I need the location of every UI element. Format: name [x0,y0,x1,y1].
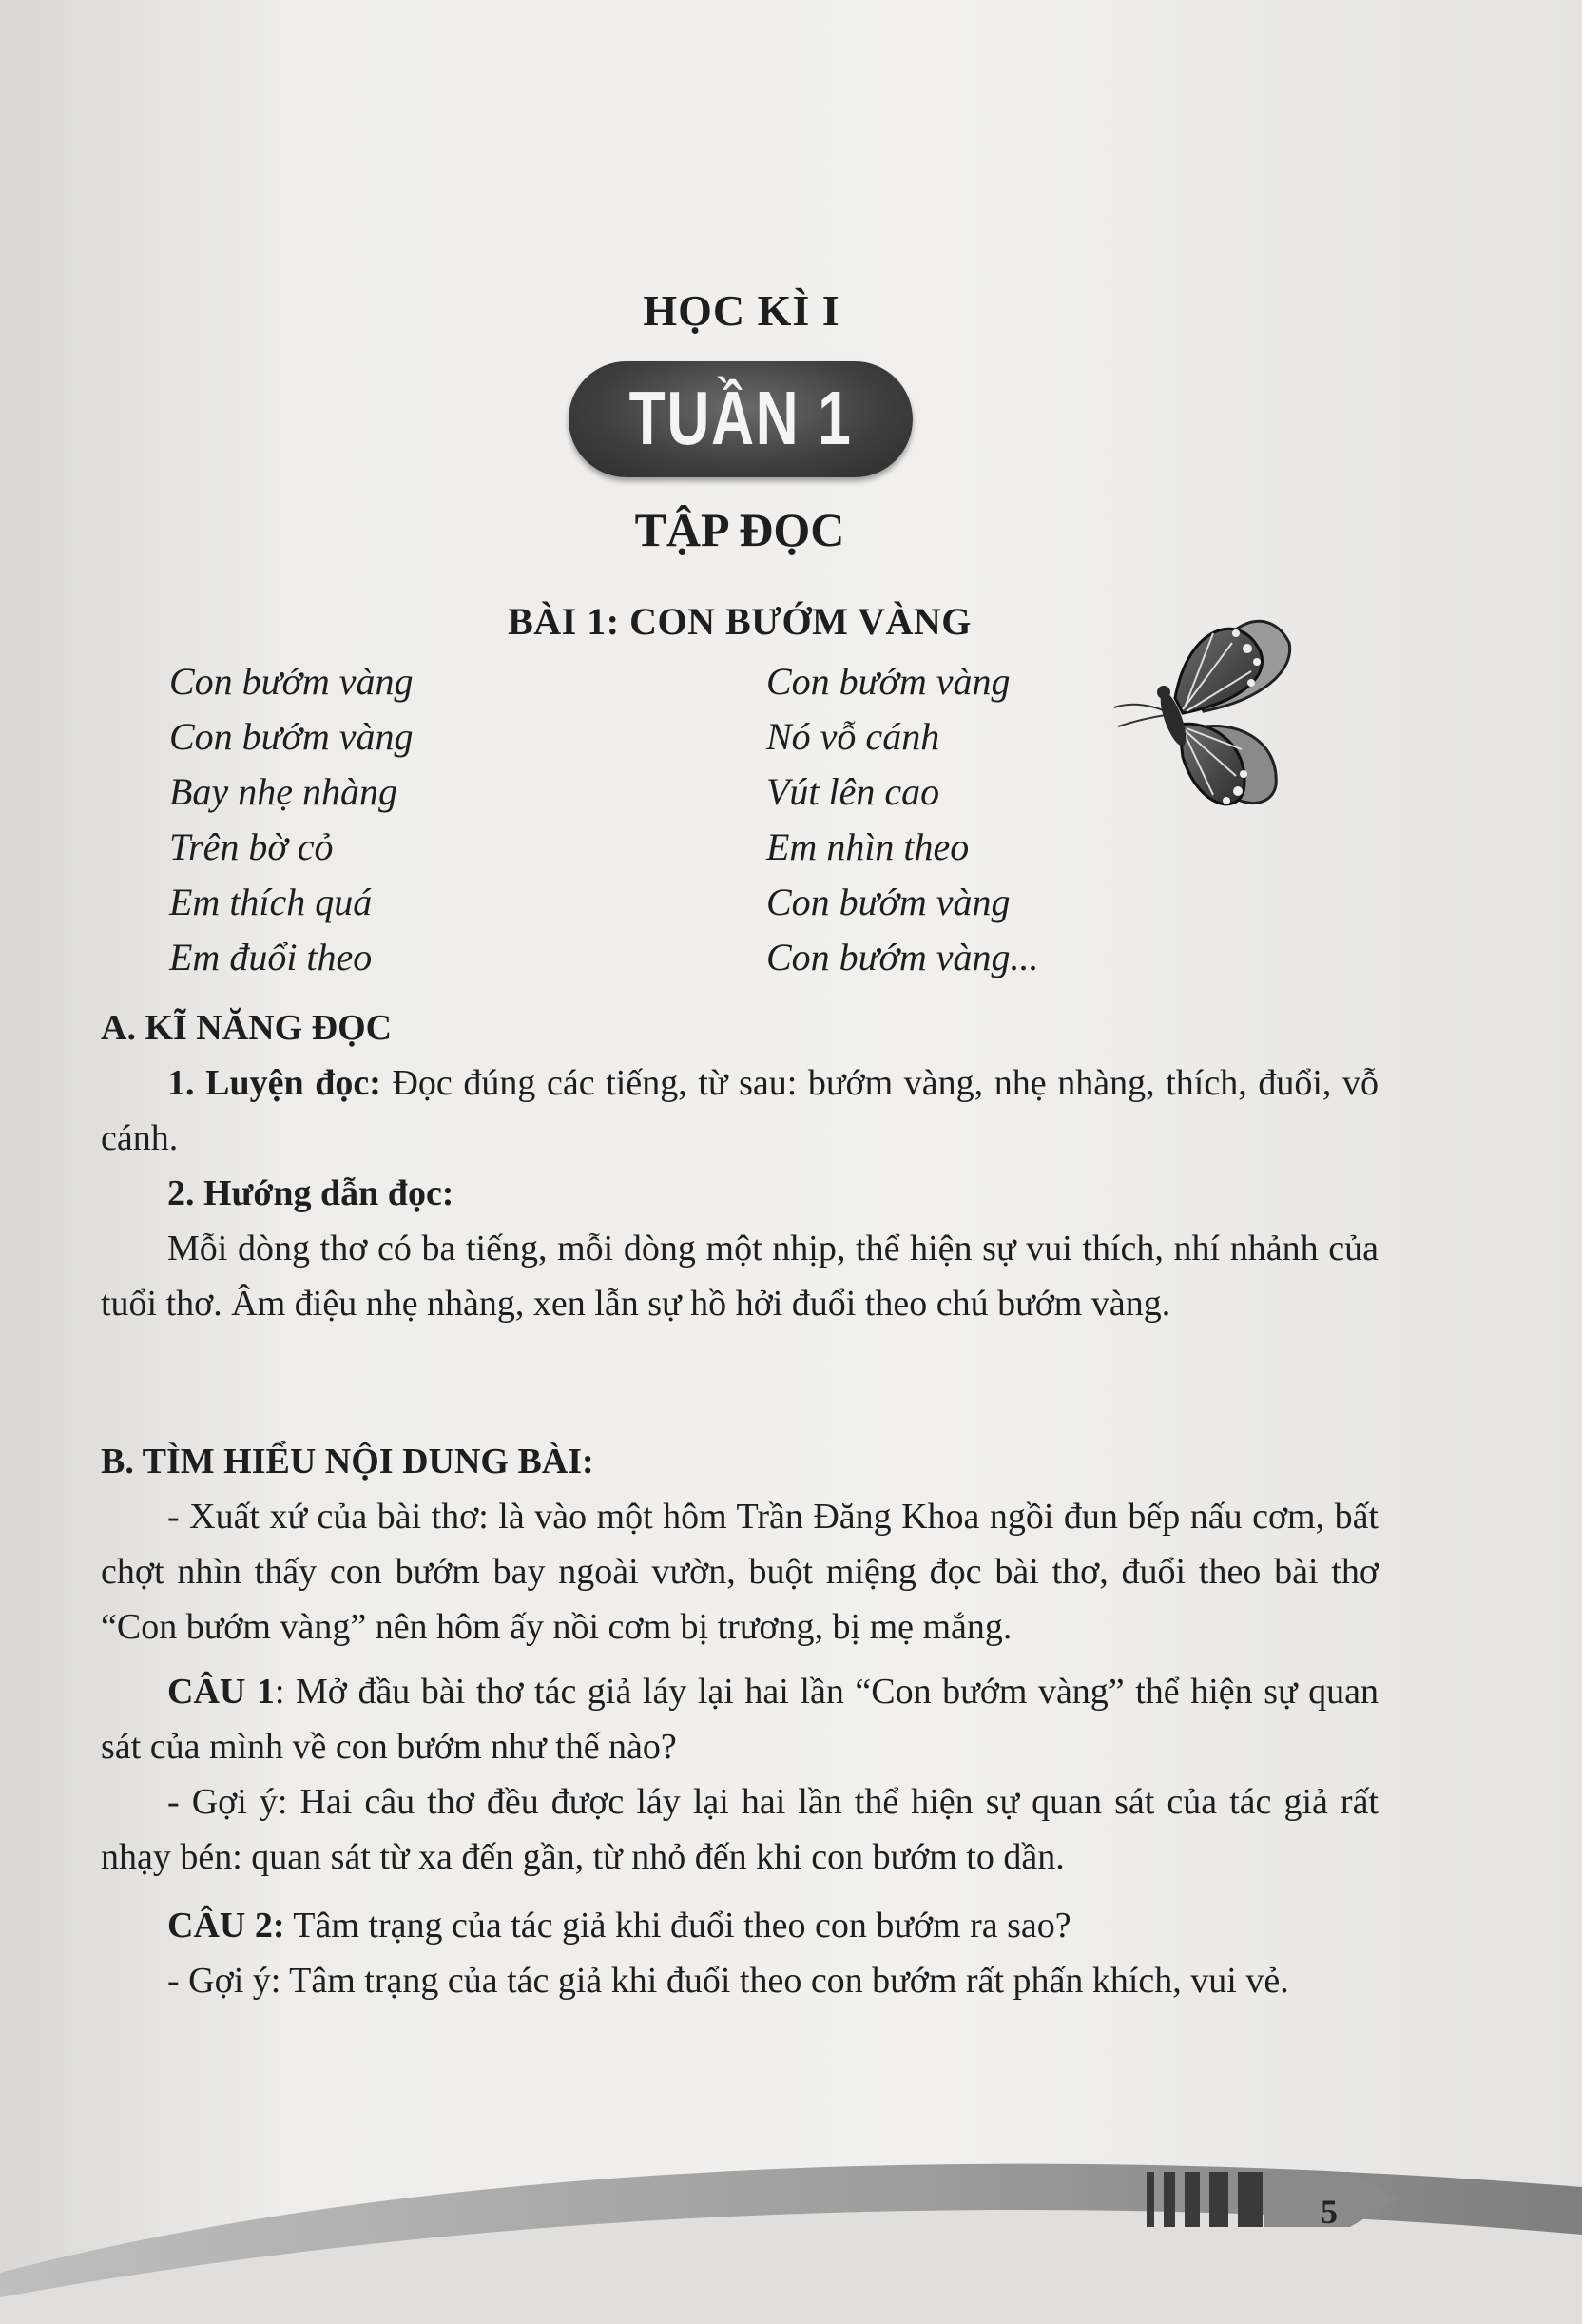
week-label: TUẦN 1 [628,376,853,460]
page-number: 5 [1321,2193,1338,2231]
question-1-text: : Mở đầu bài thơ tác giả láy lại hai lần “Con bướm vàng” thể hiện sự quan sát của mình về con bướm như thế nào? [101,1672,1379,1767]
reading-practice-paragraph [101,1055,1379,1166]
question-2-hint: - Gợi ý: Tâm trạng của tác giả khi đuổi theo con bướm rất phấn khích, vui vẻ. [167,1961,1289,2001]
poem-line: Con bướm vàng [766,881,1011,923]
question-2-text: Tâm trạng của tác giả khi đuổi theo con bướm ra sao? [284,1906,1071,1946]
poem-origin-text: - Xuất xứ của bài thơ: là vào một hôm Trần Đăng Khoa ngồi đun bếp nấu cơm, bất chợt nhìn thấy con bướm bay ngoài vườn, buột miệng đọc bài thơ, đuổi theo bài thơ “Con bướm vàng” nên hôm ấy nồi cơm bị trương, bị mẹ mắng. [101,1497,1379,1647]
butterfly-illustration [1109,605,1299,820]
poem-line: Con bướm vàng... [766,936,1039,978]
question-1-hint: - Gợi ý: Hai câu thơ đều được láy lại hai lần thể hiện sự quan sát của tác giả rất nhạy bén: quan sát từ xa đến gần, từ nhỏ đến khi con bướm to dần. [101,1782,1379,1877]
lesson-title: BÀI 1: CON BƯỚM VÀNG [508,600,972,643]
semester-heading: HỌC KÌ I [643,286,840,335]
poem-line: Vút lên cao [766,770,940,813]
question-1 [101,1664,1379,1774]
poem-line: Em nhìn theo [766,825,970,868]
section-a-heading: A. KĨ NĂNG ĐỌC [101,1008,393,1048]
question-2-label: CÂU 2: [167,1906,285,1946]
reading-guide-text: Mỗi dòng thơ có ba tiếng, mỗi dòng một nhịp, thể hiện sự vui thích, nhí nhảnh của tuổi thơ. Âm điệu nhẹ nhàng, xen lẫn sự hồ hởi đuổi theo chú bướm vàng. [101,1229,1379,1324]
question-2 [101,1898,1379,1953]
reading-practice-text: Đọc đúng các tiếng, từ sau: bướm vàng, nhẹ nhàng, thích, đuổi, vỗ cánh. [101,1063,1379,1158]
reading-guide-heading: 2. Hướng dẫn đọc: [167,1173,454,1213]
poem-line: Bay nhẹ nhàng [169,770,397,813]
poem-column-left [169,654,413,985]
question-1-label: CÂU 1 [167,1672,275,1712]
poem-line: Con bướm vàng [169,715,414,758]
poem-line: Con bướm vàng [169,660,414,703]
poem-line: Em thích quá [169,881,373,923]
poem-line: Con bướm vàng [766,660,1011,703]
section-b-heading: B. TÌM HIỂU NỘI DUNG BÀI: [101,1442,594,1482]
content-study-section [101,1434,1379,2008]
reading-practice-label: 1. Luyện đọc: [167,1063,381,1103]
poem-line: Em đuổi theo [169,936,373,978]
poem-line: Trên bờ cỏ [169,825,334,868]
poem-line: Nó vỗ cánh [766,715,940,758]
section-heading: TẬP ĐỌC [634,503,845,556]
reading-skills-section [101,1000,1379,1331]
poem-column-right [766,654,1038,985]
